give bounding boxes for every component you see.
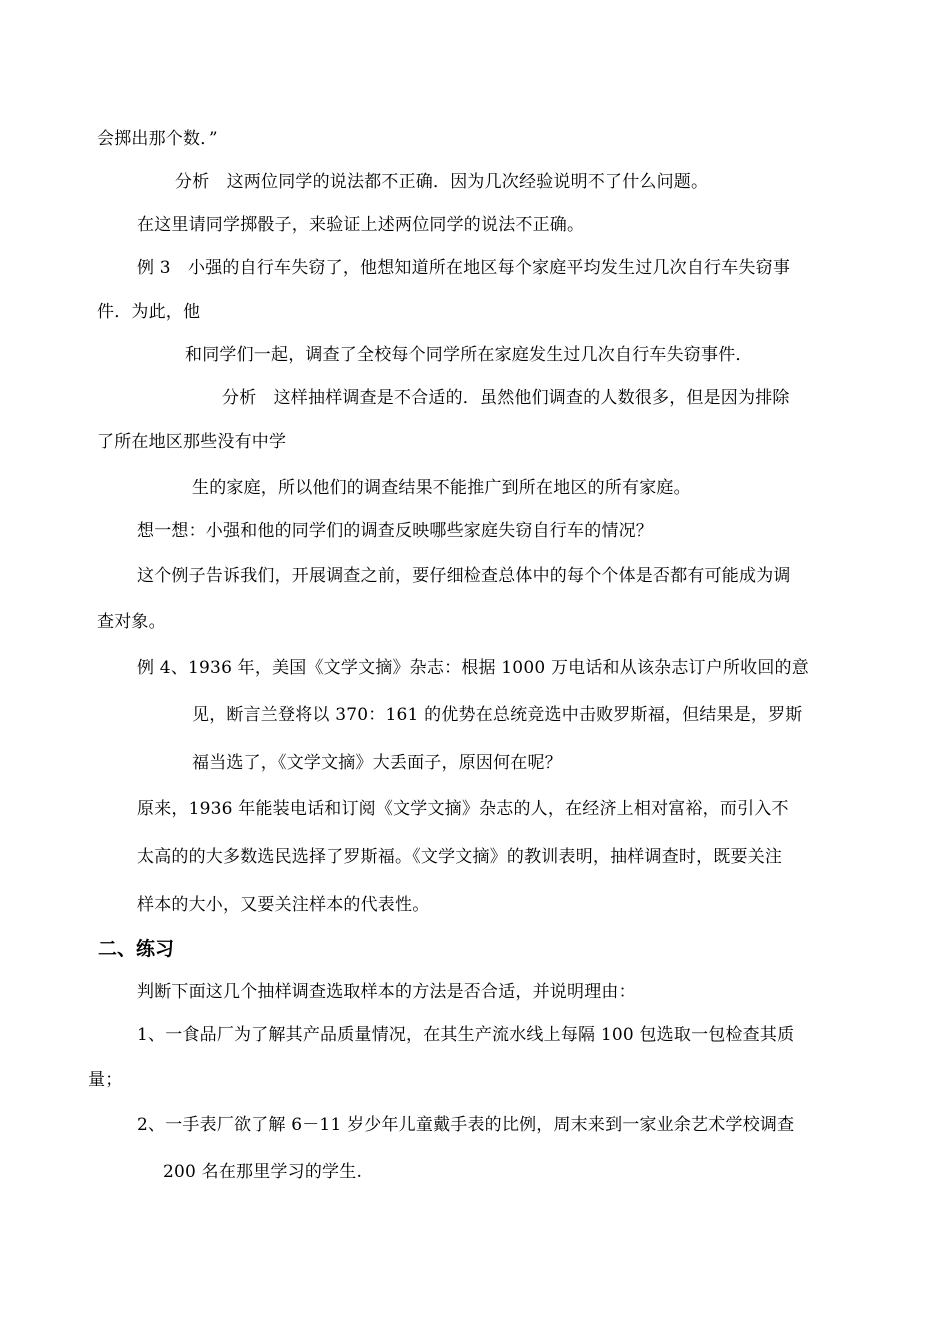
paragraph-line: 件．为此，他 [97,302,201,322]
exercise-line: 200 名在那里学习的学生. [163,1162,363,1182]
paragraph-line: 福当选了，《文学文摘》大丢面子，原因何在呢？ [192,753,562,773]
paragraph-line: 例 3 小强的自行车失窃了，他想知道所在地区每个家庭平均发生过几次自行车失窃事 [137,258,791,278]
paragraph-line: 例 4、1936 年，美国《文学文摘》杂志：根据 1000 万电话和从该杂志订户所收回的意 [137,658,809,678]
paragraph-line: 样本的大小，又要关注样本的代表性。 [137,895,430,915]
paragraph-line: 这个例子告诉我们，开展调查之前，要仔细检查总体中的每个个体是否都有可能成为调 [137,566,791,586]
exercise-line: 判断下面这几个抽样调查选取样本的方法是否合适，并说明理由： [137,982,636,1002]
exercise-line: 2、一手表厂欲了解 6－11 岁少年儿童戴手表的比例，周末来到一家业余艺术学校调查 [137,1115,795,1135]
paragraph-line: 分析 这样抽样调查是不合适的．虽然他们调查的人数很多，但是因为排除 [222,388,790,408]
exercise-line: 1、一食品厂为了解其产品质量情况，在其生产流水线上每隔 100 包选取一包检查其质 [137,1025,795,1045]
paragraph-line: 想一想：小强和他的同学们的调查反映哪些家庭失窃自行车的情况？ [137,521,653,541]
paragraph-line: 太高的的大多数选民选择了罗斯福。《文学文摘》的教训表明，抽样调查时，既要关注 [137,847,783,867]
paragraph-line: 分析 这两位同学的说法都不正确．因为几次经验说明不了什么问题。 [175,172,709,192]
paragraph-line: 了所在地区那些没有中学 [97,432,287,452]
paragraph-line: 在这里请同学掷骰子，来验证上述两位同学的说法不正确。 [137,215,585,235]
exercise-line: 量； [88,1070,123,1090]
section-heading: 二、练习 [98,938,175,960]
paragraph-line: 见，断言兰登将以 370：161 的优势在总统竞选中击败罗斯福，但结果是，罗斯 [192,705,803,725]
paragraph-line: 和同学们一起，调查了全校每个同学所在家庭发生过几次自行车失窃事件． [185,345,753,365]
paragraph-line: 生的家庭，所以他们的调查结果不能推广到所在地区的所有家庭。 [192,478,691,498]
paragraph-line: 查对象。 [97,612,166,632]
paragraph-line: 原来，1936 年能装电话和订阅《文学文摘》杂志的人，在经济上相对富裕，而引入不 [137,799,789,819]
paragraph-line: 会掷出那个数．” [97,129,218,149]
